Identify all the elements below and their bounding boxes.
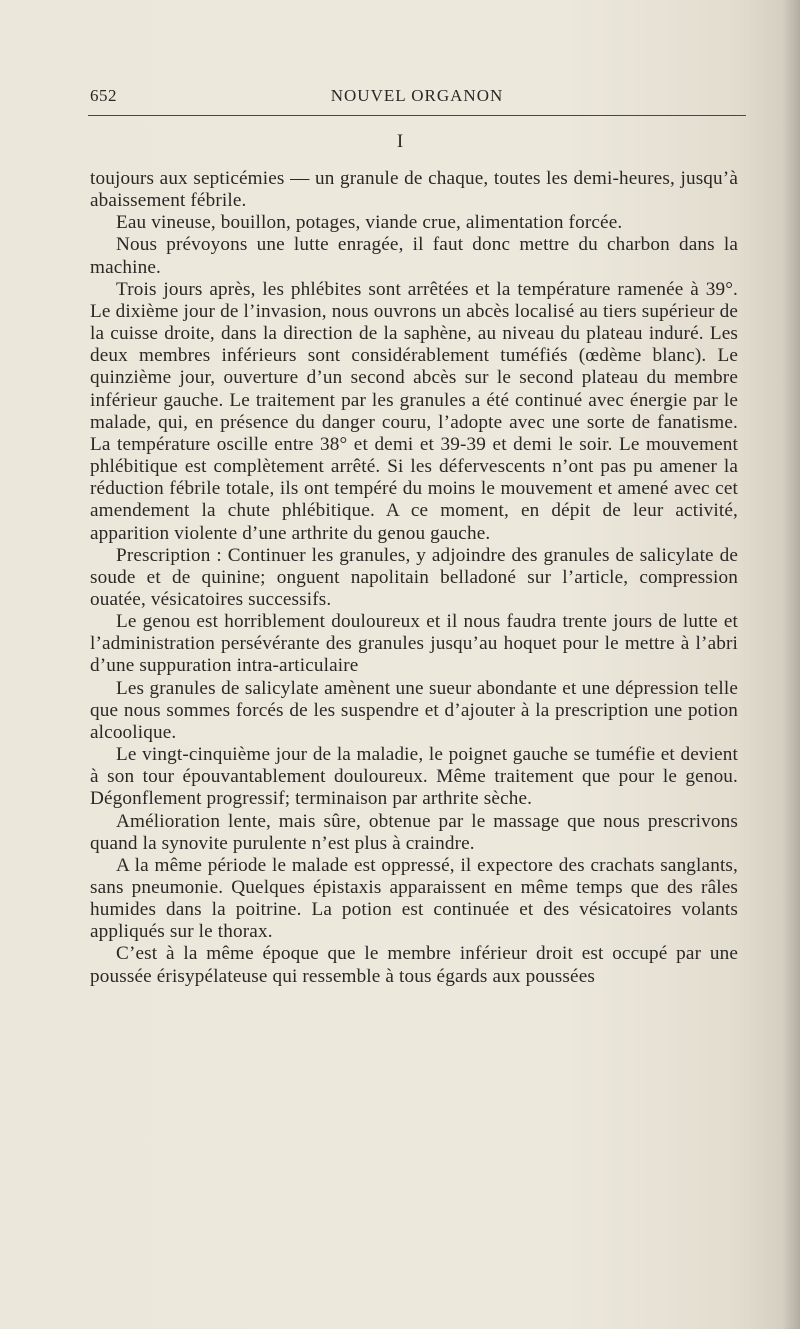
paragraph: Prescription : Continuer les granules, y adjoindre des granules de salicylate de soude et de quinine; onguent napolitain belladoné sur l’article, compression ouatée, vésicatoires successifs.	[90, 544, 738, 610]
paragraph: Les granules de salicylate amènent une sueur abondante et une dépression telle que nous sommes forcés de les suspendre et d’ajouter à la prescription une potion alcoolique.	[90, 677, 738, 743]
page-edge-shadow	[782, 0, 800, 1329]
paragraph: Eau vineuse, bouillon, potages, viande crue, alimentation forcée.	[116, 212, 623, 234]
paragraph: Nous prévoyons une lutte enragée, il faut donc mettre du charbon dans la machine.	[90, 234, 738, 278]
paragraph: Trois jours après, les phlébites sont arrêtées et la température ramenée à 39°. Le dixième jour de l’invasion, nous ouvrons un abcès localisé au tiers supérieur de la cuisse droite, dans la direction de la saphène, au niveau du plateau induré. Les deux membres inférieurs sont considérablement tuméfiés (œdème blanc). Le quinzième jour, ouverture d’un second abcès sur le second plateau du membre inférieur gauche. Le traitement par les granules a été continué avec énergie par le malade, qui, en présence du danger couru, l’adopte avec une sorte de fanatisme. La température oscille entre 38° et demi et 39-39 et demi le soir. Le mouvement phlébitique est complètement arrêté. Si les défervescents n’ont pas pu amener la réduction fébrile totale, ils ont tempéré du moins le mouvement et amené avec cet amendement la chute phlébitique. A ce moment, en dépit de leur activité, apparition violente d’une arthrite du genou gauche.	[90, 278, 738, 544]
paragraph: A la même période le malade est oppressé, il expectore des crachats sanglants, sans pneumonie. Quelques épistaxis apparaissent en même temps que des râles humides dans la poitrine. La potion est continuée et des vésicatoires volants appliqués sur le thorax.	[90, 854, 738, 943]
running-head	[90, 86, 744, 110]
paragraph: Le vingt-cinquième jour de la maladie, le poignet gauche se tuméfie et devient à son tour épouvantablement douloureux. Même traitement que pour le genou. Dégonflement progressif; terminaison par arthrite sèche.	[90, 744, 738, 810]
page-number: 652	[90, 86, 117, 105]
section-mark: I	[396, 131, 404, 152]
running-title: NOUVEL ORGANON	[330, 86, 504, 105]
body-text	[90, 168, 738, 988]
header-rule	[88, 115, 746, 116]
paragraph: Amélioration lente, mais sûre, obtenue par le massage que nous prescrivons quand la synovite purulente n’est plus à craindre.	[90, 810, 738, 854]
paragraph: Le genou est horriblement douloureux et il nous faudra trente jours de lutte et l’administration persévérante des granules jusqu’au hoquet pour le mettre à l’abri d’une suppuration intra-articulaire	[90, 611, 738, 677]
paragraph: toujours aux septicémies — un granule de chaque, toutes les demi-heures, jusqu’à abaissement fébrile.	[90, 168, 738, 212]
paragraph: C’est à la même époque que le membre inférieur droit est occupé par une poussée érisypélateuse qui ressemble à tous égards aux poussées	[90, 943, 738, 987]
